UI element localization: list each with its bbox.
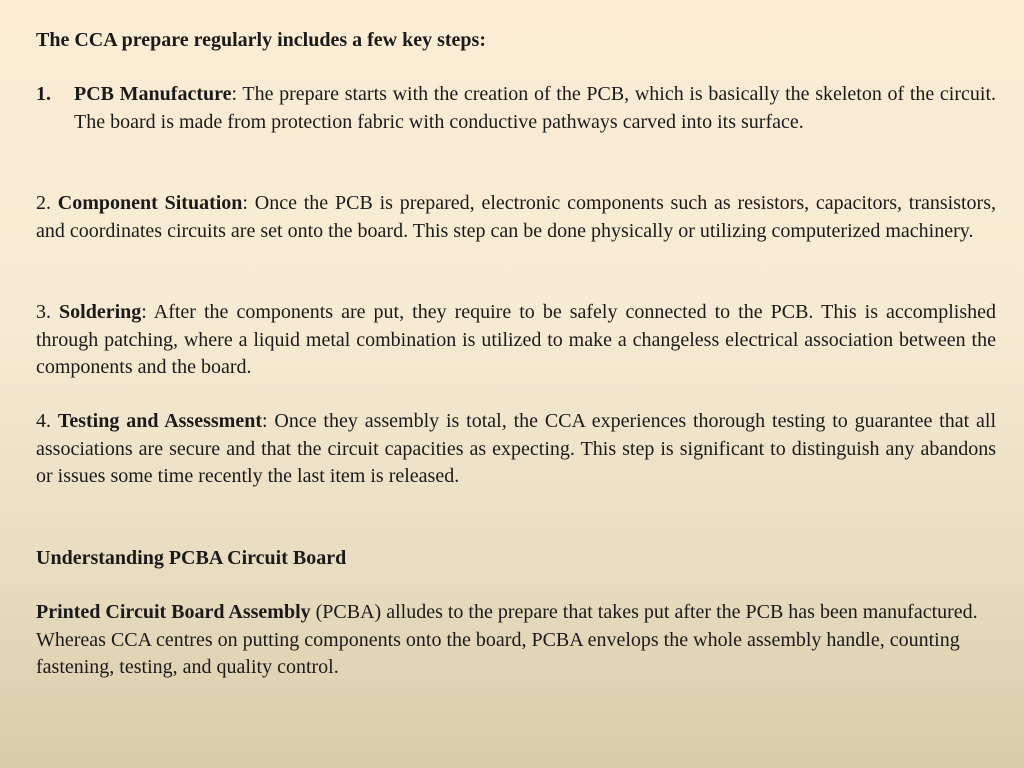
step-3-text: : After the components are put, they require to be safely connected to the PCB. This is accomplished through patching, where a liquid metal combination is utilized to make a changeless electrical association between the components and the board. xyxy=(36,301,997,378)
step-4-term: Testing and Assessment xyxy=(57,410,262,432)
step-1-term: PCB Manufacture xyxy=(74,83,232,105)
step-3-number: 3. xyxy=(36,301,51,323)
closing-term: Printed Circuit Board Assembly xyxy=(36,601,311,623)
step-3 xyxy=(36,299,996,382)
section-heading: Understanding PCBA Circuit Board xyxy=(36,547,347,569)
step-2 xyxy=(36,190,996,245)
step-1 xyxy=(36,81,996,136)
closing-paragraph xyxy=(36,599,988,682)
step-1-text: : The prepare starts with the creation of the PCB, which is basically the skeleton of the circuit. The board is made from protection fabric with conductive pathways carved into its surface. xyxy=(74,83,996,133)
step-3-term: Soldering xyxy=(59,301,142,323)
closing-text: (PCBA) alludes to the prepare that takes put after the PCB has been manufactured. Whereas CCA centres on putting components onto the board, PCBA envelops the whole assembly handle, counting fastening, testing, and quality control. xyxy=(36,601,978,678)
step-2-number: 2. xyxy=(36,192,51,214)
step-4-number: 4. xyxy=(36,410,51,432)
intro-heading: The CCA prepare regularly includes a few key steps: xyxy=(36,29,486,51)
step-4 xyxy=(36,408,996,491)
step-2-text: : Once the PCB is prepared, electronic components such as resistors, capacitors, transistors, and coordinates circuits are set onto the board. This step can be done physically or utilizing computerized machinery. xyxy=(36,192,996,242)
step-4-text: : Once they assembly is total, the CCA experiences thorough testing to guarantee that all associations are secure and that the circuit capacities as expecting. This step is significant to distinguish any abandons or issues some time recently the last item is released. xyxy=(36,410,997,487)
step-1-body xyxy=(74,81,996,136)
step-1-number: 1. xyxy=(36,83,51,105)
step-2-term: Component Situation xyxy=(57,192,243,214)
